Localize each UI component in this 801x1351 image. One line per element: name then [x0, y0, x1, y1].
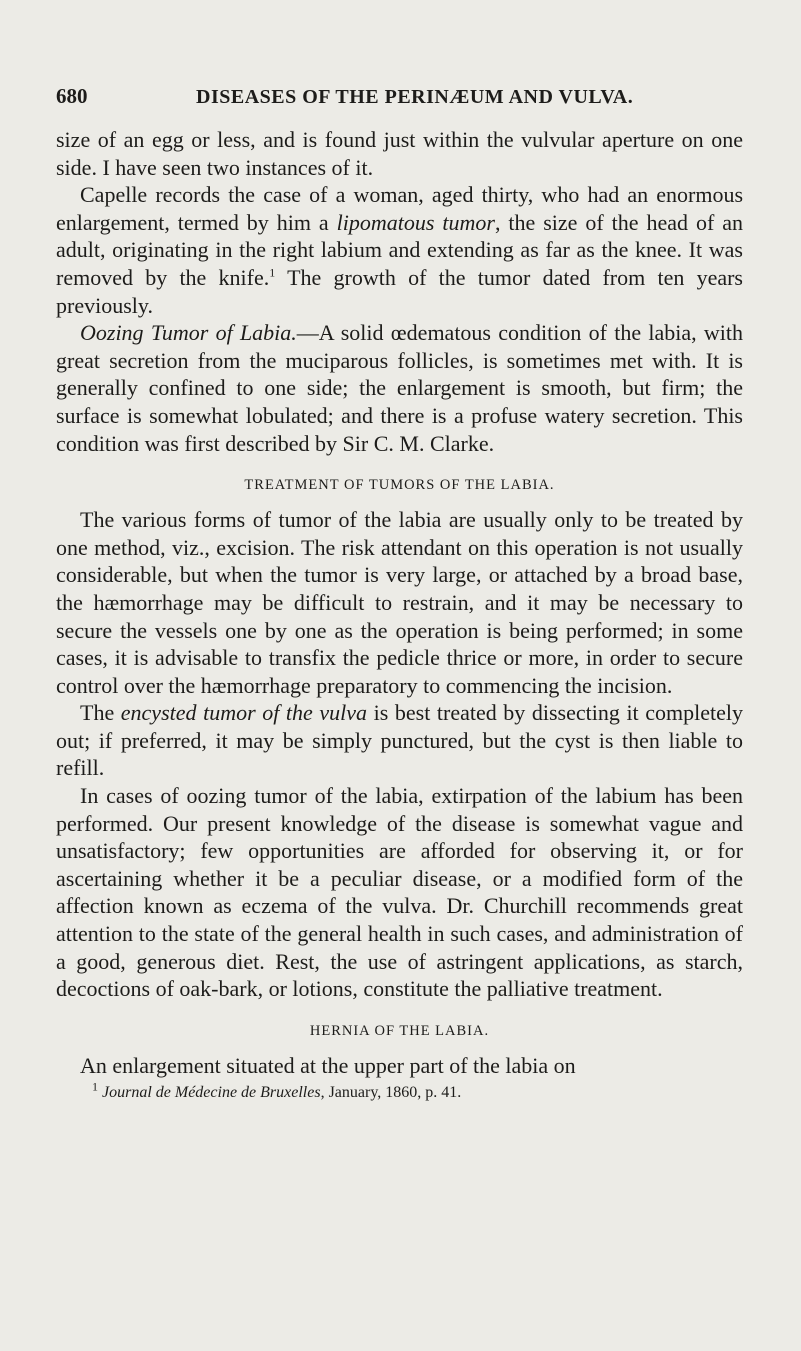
- footnote-marker: 1: [92, 1080, 98, 1095]
- paragraph-1: size of an egg or less, and is found just within the vulvular aperture on one side. I have seen two instances of it.: [56, 127, 743, 180]
- footnote-reference: 1: [269, 265, 276, 280]
- section-heading-treatment: TREATMENT OF TUMORS OF THE LABIA.: [244, 477, 555, 494]
- italic-subheading: Oozing Tumor of Labia.: [80, 320, 297, 346]
- paragraph-2: Capelle records the case of a woman, aged thirty, who had an enormous enlargement, termed by him a lipomatous tumor, the size of the head of an adult, originating in the right labium and extending as far as the knee. It was removed by the knife.$^1$ The growth of the tumor dated from ten years previously.: [56, 182, 743, 318]
- page-number: 680: [56, 84, 88, 108]
- paragraph-5: The encysted tumor of the vulva is best treated by dissecting it completely out; if preferred, it may be simply punctured, but the cyst is then liable to refill.: [56, 700, 743, 781]
- running-title: DISEASES OF THE PERINÆUM AND VULVA.: [196, 86, 634, 108]
- paragraph-4: The various forms of tumor of the labia are usually only to be treated by one method, viz., excision. The risk attendant on this operation is not usually considerable, but when the tumor is very large, or attached by a broad base, the hæmorrhage may be difficult to restrain, and it may be necessary to secure the vessels one by one as the operation is being performed; in some cases, it is advisable to transfix the pedicle thrice or more, in order to secure control over the hæmorrhage preparatory to commencing the incision.: [56, 507, 743, 698]
- page-header: [56, 84, 743, 112]
- paragraph-7: An enlargement situated at the upper part of the labia on: [80, 1052, 576, 1078]
- paragraph-6: In cases of oozing tumor of the labia, extirpation of the labium has been performed. Our present knowledge of the disease is somewhat vague and unsatisfactory; few opportunities are afforded for observing it, or for ascertaining whether it be a peculiar disease, or a modified form of the affection known as eczema of the vulva. Dr. Churchill recommends great attention to the state of the general health in such cases, and administration of a good, generous diet. Rest, the use of astringent applications, as starch, decoctions of oak-bark, or lotions, constitute the palliative treatment.: [56, 783, 743, 1002]
- footnote: $^1$ Journal de Médecine de Bruxelles, January, 1860, p. 41.: [92, 1080, 462, 1102]
- paragraph-3: Oozing Tumor of Labia.—A solid œdematous condition of the labia, with great secretion from the muciparous follicles, is sometimes met with. It is generally confined to one side; the enlargement is smooth, but firm; the surface is somewhat lobulated; and there is a profuse watery secretion. This condition was first described by Sir C. M. Clarke.: [56, 320, 743, 456]
- footnote-journal-title: Journal de Médecine de Bruxelles: [102, 1084, 321, 1102]
- italic-term: lipomatous tumor: [336, 209, 495, 235]
- section-heading-hernia: HERNIA OF THE LABIA.: [309, 1022, 490, 1039]
- italic-term: encysted tumor of the vulva: [120, 700, 368, 726]
